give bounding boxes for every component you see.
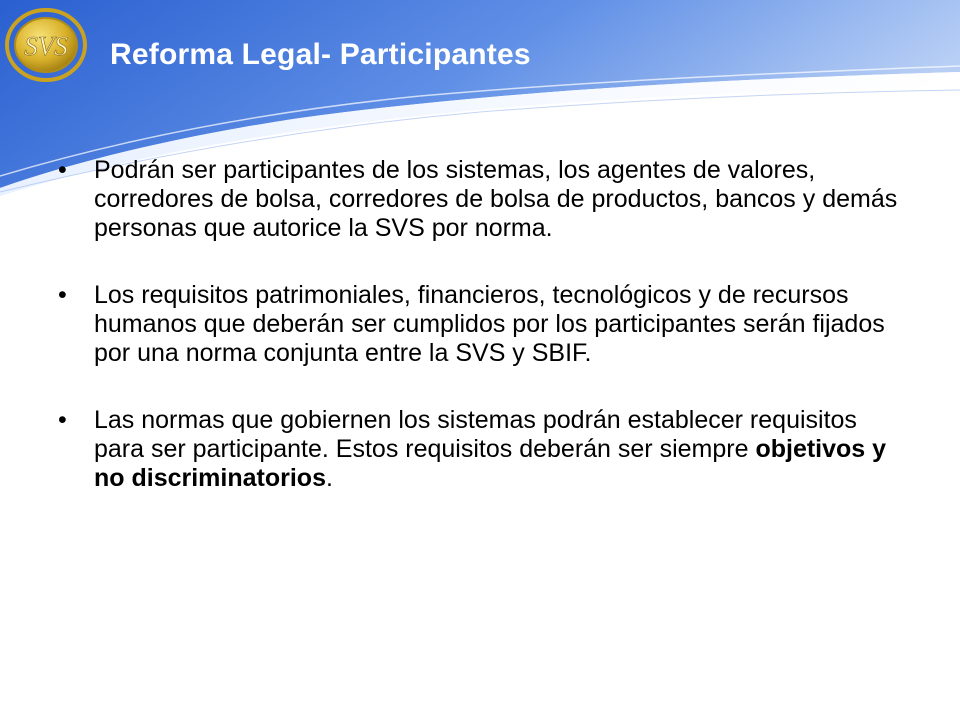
bullet-marker: • (58, 156, 67, 184)
bullet-text-end: . (325, 464, 333, 492)
bullet-text: Los requisitos patrimoniales, financieros, tecnológicos y de recursos humanos que deberán ser cumplidos por los participantes serán fijados por una norma conjunta entre la SVS y SBIF. (94, 281, 885, 367)
svg-text:SVS: SVS (24, 31, 68, 61)
bullet-text-emphasis: objetivos y no discriminatorios (94, 435, 887, 492)
bullet-list (58, 156, 908, 531)
bullet-item (58, 406, 908, 493)
slide-title: Reforma Legal- Participantes (110, 38, 531, 71)
svs-logo (4, 6, 88, 84)
bullet-text: Podrán ser participantes de los sistemas, los agentes de valores, corredores de bolsa, corredores de bolsa de productos, bancos y demás personas que autorice la SVS por norma. (94, 156, 898, 242)
bullet-item (58, 156, 908, 243)
bullet-item (58, 281, 908, 368)
bullet-marker: • (58, 406, 67, 434)
bullet-text (94, 406, 908, 493)
bullet-marker: • (58, 281, 67, 309)
bullet-text-plain: Las normas que gobiernen los sistemas podrán establecer requisitos para ser participante. Estos requisitos deberán ser siempre (94, 406, 857, 463)
